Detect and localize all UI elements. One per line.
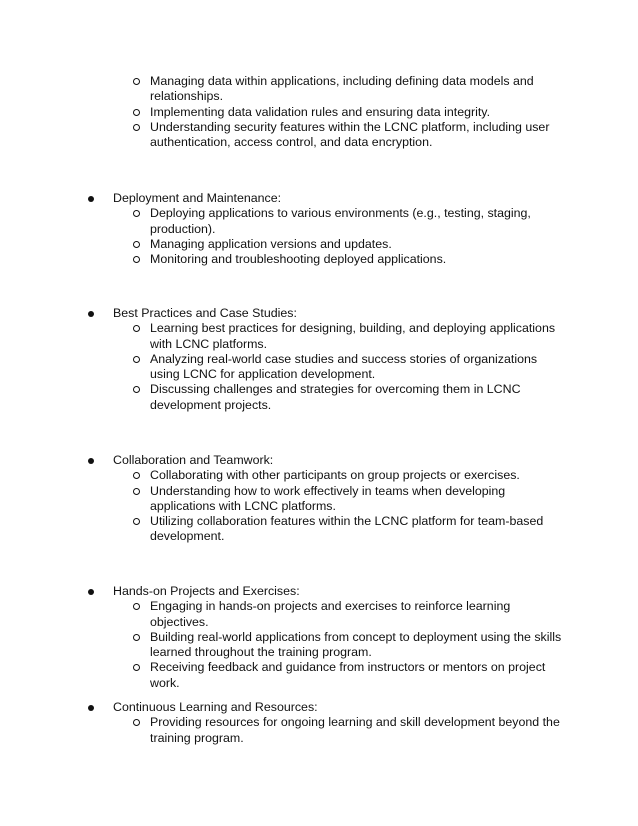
section-continuous-learning [0,700,638,746]
hollow-bullet-icon [129,630,143,646]
hollow-bullet-icon [129,715,143,731]
list-item [0,120,565,151]
list-item [0,468,565,483]
list-item-text: Learning best practices for designing, building, and deploying applications with LCNC platforms. [150,321,556,351]
hollow-bullet-icon [129,74,143,90]
list-item [0,382,565,413]
filled-bullet-icon [84,584,98,600]
hollow-bullet-icon [129,468,143,484]
list-item-text: Managing application versions and updates. [150,236,392,251]
list-item-text: Deploying applications to various environments (e.g., testing, staging, production). [150,206,531,236]
hollow-bullet-icon [129,237,143,253]
section-heading-text: Collaboration and Teamwork: [113,453,274,467]
list-item [0,715,565,746]
hollow-bullet-icon [129,484,143,500]
list-item-text: Monitoring and troubleshooting deployed applications. [150,252,447,267]
list-item-text: Understanding security features within the LCNC platform, including user authentication, access control, and data encryption. [150,119,550,150]
hollow-bullet-icon [129,206,143,222]
list-item [0,660,565,691]
filled-bullet-icon [84,191,98,207]
section-heading-text: Best Practices and Case Studies: [113,306,297,320]
hollow-bullet-icon [129,252,143,268]
filled-bullet-icon [84,453,98,469]
list-item [0,321,565,352]
list-item-text: Utilizing collaboration features within the LCNC platform for team-based development. [150,514,544,544]
section-heading [0,453,563,468]
section-heading-text: Hands-on Projects and Exercises: [113,584,300,598]
section-heading-text: Deployment and Maintenance: [113,191,282,205]
section-collaboration [0,453,638,545]
hollow-bullet-icon [129,382,143,398]
list-item-text: Discussing challenges and strategies for overcoming them in LCNC development projects. [150,382,521,412]
carryover-list [0,74,638,150]
list-item-text: Analyzing real-world case studies and success stories of organizations using LCNC for application development. [150,351,538,382]
hollow-bullet-icon [129,352,143,368]
hollow-bullet-icon [129,120,143,136]
section-heading-text: Continuous Learning and Resources: [113,700,318,714]
list-item [0,206,565,237]
list-item [0,599,565,630]
list-item [0,74,565,105]
list-item [0,514,565,545]
hollow-bullet-icon [129,599,143,615]
hollow-bullet-icon [129,514,143,530]
list-item [0,630,565,661]
section-heading [0,191,563,206]
hollow-bullet-icon [129,321,143,337]
section-heading [0,700,563,715]
list-item-text: Building real-world applications from concept to deployment using the skills learned throughout the training program. [150,629,562,660]
list-item [0,105,565,120]
list-item-text: Collaborating with other participants on group projects or exercises. [150,468,520,483]
list-item-text: Understanding how to work effectively in teams when developing applications with LCNC platforms. [150,483,506,513]
list-item [0,252,565,267]
list-item-text: Managing data within applications, including defining data models and relationships. [150,74,534,104]
list-item-text: Implementing data validation rules and ensuring data integrity. [150,104,491,119]
list-item [0,352,565,383]
hollow-bullet-icon [129,105,143,121]
list-item-text: Engaging in hands-on projects and exercises to reinforce learning objectives. [150,599,511,629]
list-item-text: Receiving feedback and guidance from instructors or mentors on project work. [150,660,546,690]
filled-bullet-icon [84,306,98,322]
section-hands-on [0,584,638,691]
list-item [0,484,565,515]
list-item-text: Providing resources for ongoing learning and skill development beyond the training program. [150,715,560,745]
filled-bullet-icon [84,700,98,716]
hollow-bullet-icon [129,660,143,676]
list-item [0,237,565,252]
section-heading [0,584,563,599]
section-deployment [0,191,638,267]
section-best-practices [0,306,638,413]
section-heading [0,306,563,321]
